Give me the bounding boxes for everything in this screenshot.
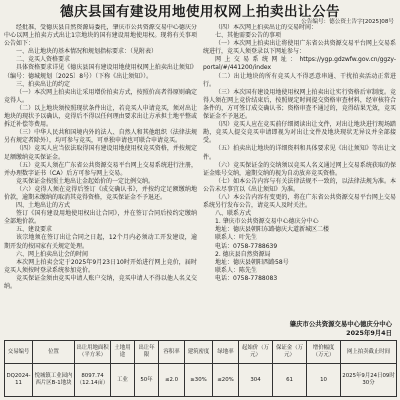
signature-block [290, 320, 392, 338]
col2-paragraph: （三）本次国有建设用地使用权网上拍卖出让实行资格后审制度。竞得人须在网上竞价结束后，按照规定时间提交资格审查材料，经审核符合条件的，方可签订成交确认书；资格审查不通过的，竞得结果无效，竞买保证金不予退还。 [203, 88, 396, 121]
col2-paragraph: （八）本公告内容有变更的，将在广东省公共资源交易平台网上交易系统另行发布公告，请竞买人及时关注。 [203, 193, 396, 210]
contact-line: 电话：0758-7788083 [215, 274, 278, 282]
col2-paragraph: 七、其他需要公告的事项 [215, 32, 282, 40]
contact-line: 1. 肇庆市公共资源交易中心德庆分中心 [215, 218, 319, 226]
col1-paragraph: （四）竞买人应当依法取得国有建设用地使用权竞买资格，并按规定足额缴纳竞买保证金。 [4, 145, 197, 161]
table-header-cell: 出让用地面积（平方米） [75, 341, 111, 364]
contact-line: 联系人：陈先生 [215, 266, 258, 274]
contact-line: 地址：德庆县朝阳西路58号 [215, 258, 289, 266]
contact-line: 电话：0758-7788639 [215, 242, 278, 250]
right-column [203, 24, 396, 318]
table-cell: 2025年9月24日09时30分 [341, 364, 397, 397]
table-header-cell: 建筑密度 [185, 341, 213, 364]
table-header-cell: 增价幅度（万元） [307, 341, 341, 364]
table-body [5, 364, 397, 397]
table-header-row [5, 341, 397, 364]
col2-paragraph: （七）如本公告内容与有关法律法规不一致的，以法律法规为准。本公告未尽事宜以《出让须知》为准。 [203, 177, 396, 193]
body-columns [4, 24, 396, 318]
col1-paragraph: 经批准，受德庆县自然资源局委托，肇庆市公共资源交易中心德庆分中心以网上拍卖方式出让1宗地块的国有建设用地使用权。现将有关事项公告如下： [4, 24, 197, 48]
signature-org: 肇庆市公共资源交易中心德庆分中心 [289, 320, 392, 328]
table-header-cell: 起始价（万元） [239, 341, 273, 364]
table-header-cell: 绿地率 [213, 341, 239, 364]
table-header-cell: 交易编号 [5, 341, 33, 364]
table-header-cell: 出让年限 [135, 341, 159, 364]
col1-paragraph: 本次网上拍卖会定于2025年9月23日10时开始进行网上竞价，届时竞买人须按时登录系统参加竞价。 [4, 258, 197, 274]
col2-paragraph: （一）本次网上拍卖出让将使用广东省公共资源交易平台网上交易系统进行，竞买人须登录以下网址参与： [203, 40, 396, 56]
col2-paragraph: （五）拍卖出让地块的详细资料和具体要求见《出让须知》等出让文件。 [203, 145, 396, 161]
table-cell: 悦城镇工业园内西片区B-1地块 [33, 364, 75, 397]
col1-paragraph: 一、出让地块的基本情况和规划指标要求：（见附表） [16, 48, 158, 56]
col2-paragraph: 八、联系方式 [215, 210, 252, 218]
table-cell: ≤2.0 [159, 364, 185, 397]
table-header-cell: 位置 [33, 341, 75, 364]
col1-paragraph: （一）本次网上拍卖出让采用增价拍卖方式，按照价高者得原则确定竞得人。 [4, 88, 197, 104]
col1-paragraph: 该宗地须在签订出让合同之日起，12个月内必须动工开发建设，逾期开发的按国家有关规定处理。 [4, 234, 197, 250]
table-header-cell: 保证金（万元） [273, 341, 307, 364]
col1-paragraph: 六、网上拍卖出让会的时间 [16, 250, 89, 258]
col1-paragraph: （三）中华人民共和国境内外的法人、自然人和其他组织（法律法规另有规定者除外），均可参与竞买，可单独申请也可联合申请竞买。 [4, 129, 197, 145]
col2-paragraph: 网 上 交 易 系 统 网 址 ： https://ygp.gdzwfw.gov.cn/ggzy-portal/#/441200/index [203, 56, 396, 72]
col2-paragraph: （四）竞买人应在竞买前仔细阅读出让文件，对出让地块进行现场踏勘，竞买人提交竞买申请即视为对出让文件及地块现状无异议并全部接受。 [203, 121, 396, 145]
col1-paragraph: （二）以上地块须按照现状条件出让，若竞买人申请竞买，须对出让地块的现状予以确认，竞得后不得以任何理由要求出让方承担土地平整或拆迁补偿等费用。 [4, 104, 197, 129]
table-cell: 61 [273, 364, 307, 397]
table-cell: 8097.74（12.14亩） [75, 364, 111, 397]
table-header-cell: 网上拍卖截止时间 [341, 341, 397, 364]
col1-paragraph: 二、竞买人资格要求 [16, 56, 71, 64]
col1-paragraph: 具体资格要求详见《德庆县国有建设用地使用权网上拍卖出让须知》（编号：德城规划〔2025〕8号）（下称《出让须知》）。 [4, 64, 197, 80]
col2-paragraph: （六）竞买保证金的交纳须以竞买人名义通过网上交易系统获取的保证金账号交纳，逾期交纳的视为自动放弃竞买资格。 [203, 161, 396, 177]
col1-paragraph: 五、建设要求 [16, 226, 53, 234]
col2-paragraph: （四）本次网上拍卖出让的交易时间： [215, 24, 318, 31]
col1-paragraph: 竞买保证金按照土地出让金起始价的一定比例交纳。 [16, 177, 155, 185]
contact-line: 地址：德庆县朝阳东路德庆大道新城区二楼 [215, 226, 330, 234]
table-header-cell: 土地用途 [111, 341, 135, 364]
table-cell: 304 [239, 364, 273, 397]
col2-paragraph: （二）出让地块的所有竞买人不得恶意串通、干扰拍卖活动正常进行。 [203, 72, 396, 88]
table-cell: 工业 [111, 364, 135, 397]
page-title: 德庆县国有建设用地使用权网上拍卖出让公告 [60, 4, 340, 20]
col1-paragraph: 三、拍卖出让的约定 [16, 80, 71, 88]
table-cell: DQ2024-11 [5, 364, 33, 397]
col1-paragraph: 四、土地出让的方式 [16, 202, 71, 210]
col1-paragraph: 签订《国有建设用地使用权出让合同》，并在签订合同后按约定缴纳全部地价款。 [4, 210, 197, 226]
col1-paragraph: 竞买保证金须由竞买申请人账户交纳，竞买申请人不得以他人名义交纳。 [4, 274, 197, 290]
contact-line: 2. 德庆县自然资源局 [215, 250, 271, 258]
table-row [5, 364, 397, 397]
col1-paragraph: （六）竞得人须在竞得后签订《成交确认书》，并按约定足额缴纳地价款，逾期未缴纳的取消其竞得资格，竞买保证金不予退还。 [4, 185, 197, 201]
signature-date: 2025年9月4日 [346, 329, 392, 337]
table-header-cell: 容积率 [159, 341, 185, 364]
left-column [4, 24, 197, 318]
table-cell: ≤20% [213, 364, 239, 397]
table-cell: 10 [307, 364, 341, 397]
col1-paragraph: （五）竞买人须在广东省公共资源交易平台网上交易系统进行注册，并办理数字证书（CA）后方可参与网上交易。 [4, 161, 197, 177]
document-number: 公告编号：德公资土告字[2025]08号 [301, 19, 394, 25]
table-cell: ≥30% [185, 364, 213, 397]
land-parcel-table [4, 340, 397, 397]
table-cell: 50年 [135, 364, 159, 397]
contact-line: 联系人：叶先生 [215, 234, 258, 242]
